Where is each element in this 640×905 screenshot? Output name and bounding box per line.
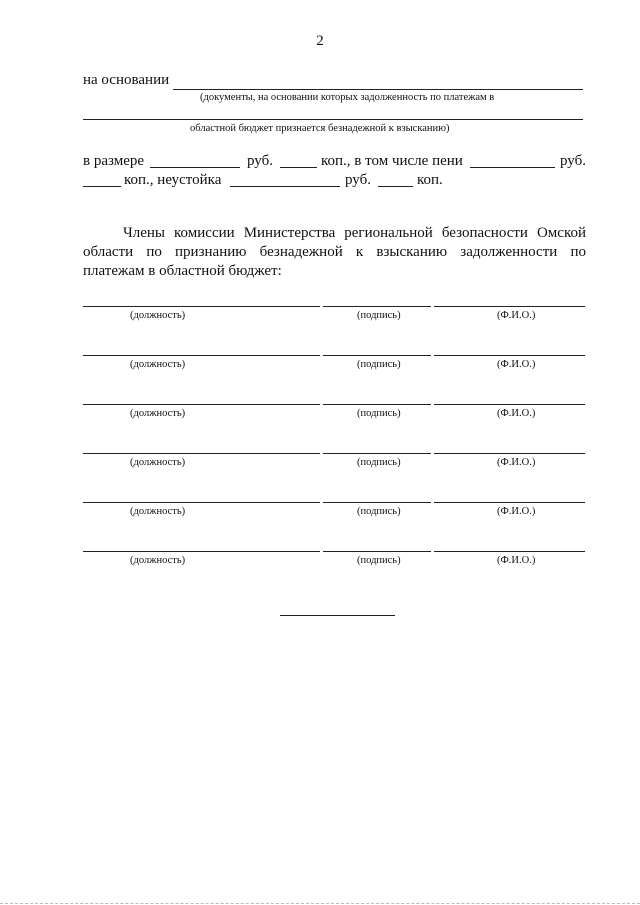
name-field[interactable]	[434, 404, 585, 405]
signature-field[interactable]	[323, 453, 431, 454]
amount-rub-label: руб.	[247, 153, 273, 169]
signature-field[interactable]	[323, 502, 431, 503]
penalty-rub-field[interactable]	[470, 167, 555, 168]
name-field[interactable]	[434, 551, 585, 552]
closing-separator	[280, 615, 395, 616]
signature-field[interactable]	[323, 551, 431, 552]
name-caption: (Ф.И.О.)	[497, 359, 536, 370]
position-caption: (должность)	[130, 457, 186, 468]
position-caption: (должность)	[130, 359, 186, 370]
paragraph-line3: платежам в областной бюджет:	[83, 263, 282, 279]
forfeit-kop-field[interactable]	[378, 186, 413, 187]
signature-field[interactable]	[323, 404, 431, 405]
position-field[interactable]	[83, 306, 320, 307]
position-caption: (должность)	[130, 555, 186, 566]
amount-prefix: в размере	[83, 153, 145, 169]
name-caption: (Ф.И.О.)	[497, 408, 536, 419]
forfeit-rub-field[interactable]	[230, 186, 340, 187]
amount-rub-field[interactable]	[150, 167, 240, 168]
name-field[interactable]	[434, 306, 585, 307]
name-field[interactable]	[434, 453, 585, 454]
position-caption: (должность)	[130, 408, 186, 419]
basis-label: на основании	[83, 72, 170, 88]
name-caption: (Ф.И.О.)	[497, 310, 536, 321]
basis-note-line1: (документы, на основании которых задолженность по платежам в	[200, 92, 495, 103]
position-caption: (должность)	[130, 506, 186, 517]
basis-field-line-2[interactable]	[83, 119, 583, 120]
amount-kop-field[interactable]	[280, 167, 317, 168]
position-caption: (должность)	[130, 310, 186, 321]
position-field[interactable]	[83, 453, 320, 454]
basis-note-line2: областной бюджет признается безнадежной к взысканию)	[190, 123, 450, 134]
commission-paragraph	[83, 224, 586, 281]
position-field[interactable]	[83, 404, 320, 405]
position-field[interactable]	[83, 355, 320, 356]
position-field[interactable]	[83, 502, 320, 503]
page-number: 2	[316, 33, 324, 49]
name-caption: (Ф.И.О.)	[497, 506, 536, 517]
signature-caption: (подпись)	[357, 555, 401, 566]
name-caption: (Ф.И.О.)	[497, 555, 536, 566]
position-field[interactable]	[83, 551, 320, 552]
penalty-rub-label: руб.	[560, 153, 586, 169]
signature-caption: (подпись)	[357, 506, 401, 517]
page-bottom-edge	[0, 903, 640, 904]
signature-field[interactable]	[323, 355, 431, 356]
name-field[interactable]	[434, 502, 585, 503]
amount-kop-penalties-label: коп., в том числе пени	[321, 153, 463, 169]
signature-caption: (подпись)	[357, 359, 401, 370]
paragraph-line1: Члены комиссии Министерства региональной безопасности Омской	[123, 225, 586, 241]
signature-field[interactable]	[323, 306, 431, 307]
forfeit-kop-label: коп.	[417, 172, 443, 188]
name-caption: (Ф.И.О.)	[497, 457, 536, 468]
paragraph-line2: области по признанию безнадежной к взысканию задолженности по	[83, 244, 586, 260]
signature-caption: (подпись)	[357, 408, 401, 419]
basis-field-line[interactable]	[173, 89, 583, 90]
signature-caption: (подпись)	[357, 310, 401, 321]
forfeit-rub-label: руб.	[345, 172, 371, 188]
penalty-kop-field[interactable]	[83, 186, 121, 187]
signature-caption: (подпись)	[357, 457, 401, 468]
forfeit-label: коп., неустойка	[124, 172, 222, 188]
name-field[interactable]	[434, 355, 585, 356]
